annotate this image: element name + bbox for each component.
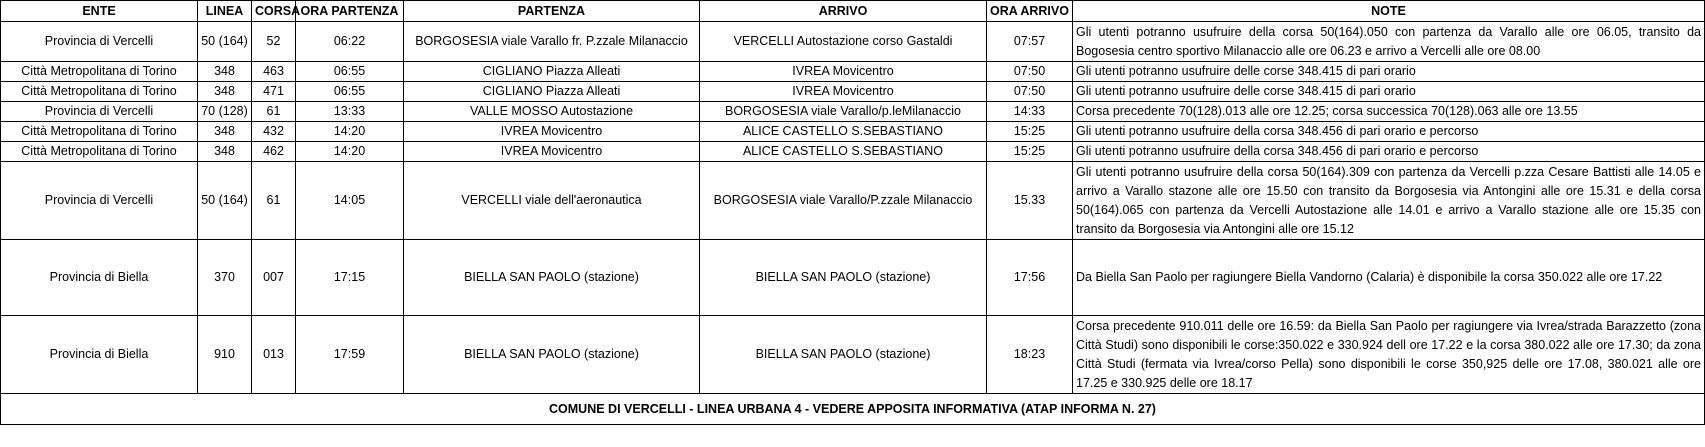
table-row (1, 240, 1705, 316)
partenza-cell: IVREA Movicentro (404, 122, 700, 142)
linea-cell: 50 (164) (198, 22, 252, 62)
linea-cell: 50 (164) (198, 162, 252, 240)
ora-partenza-cell: 06:55 (296, 62, 404, 82)
header-arrivo: ARRIVO (700, 1, 987, 22)
note-cell: Corsa precedente 70(128).013 alle ore 12.25; corsa successica 70(128).063 alle ore 13.55 (1073, 102, 1705, 122)
partenza-cell: BIELLA SAN PAOLO (stazione) (404, 316, 700, 394)
arrivo-cell: ALICE CASTELLO S.SEBASTIANO (700, 142, 987, 162)
arrivo-cell: VERCELLI Autostazione corso Gastaldi (700, 22, 987, 62)
header-partenza: PARTENZA (404, 1, 700, 22)
note-cell: Gli utenti potranno usufruire delle corse 348.415 di pari orario (1073, 82, 1705, 102)
table-row (1, 102, 1705, 122)
corsa-cell: 61 (252, 162, 296, 240)
partenza-cell: BORGOSESIA viale Varallo fr. P.zzale Milanaccio (404, 22, 700, 62)
note-cell: Gli utenti potranno usufruire della corsa 50(164).309 con partenza da Vercelli p.zza Cesare Battisti alle 14.05 e arrivo a Varallo stazone alle ore 15.50 con transito da Borgosesia via Antongini alle ore 15.31 e della corsa 50(164).065 con partenza da Vercelli Autostazione alle 14.01 e arrivo a Varallo stazione alle ore 15.35 con transito da Borgosesia via Antongini alle ore 15.12 (1073, 162, 1705, 240)
partenza-cell: CIGLIANO Piazza Alleati (404, 82, 700, 102)
partenza-cell: BIELLA SAN PAOLO (stazione) (404, 240, 700, 316)
arrivo-cell: BIELLA SAN PAOLO (stazione) (700, 240, 987, 316)
ente-cell: Città Metropolitana di Torino (1, 62, 198, 82)
header-row (1, 1, 1705, 22)
linea-cell: 348 (198, 122, 252, 142)
table-row (1, 316, 1705, 394)
arrivo-cell: ALICE CASTELLO S.SEBASTIANO (700, 122, 987, 142)
note-cell: Gli utenti potranno usufruire della corsa 50(164).050 con partenza da Varallo alle ore 06.05, transito da Bogosesia centro sportivo Milanaccio alle ore 06.23 e arrivo a Vercelli alle ore 08.00 (1073, 22, 1705, 62)
linea-cell: 348 (198, 62, 252, 82)
ora-arrivo-cell: 15:25 (987, 142, 1073, 162)
table-row (1, 82, 1705, 102)
table-row (1, 142, 1705, 162)
ora-arrivo-cell: 14:33 (987, 102, 1073, 122)
partenza-cell: CIGLIANO Piazza Alleati (404, 62, 700, 82)
header-ora-arrivo: ORA ARRIVO (987, 1, 1073, 22)
note-cell: Corsa precedente 910.011 delle ore 16.59: da Biella San Paolo per ragiungere via Ivrea/strada Barazzetto (zona Città Studi) sono disponibili le corse:350.022 e 330.924 dell ore 17.22 e la corsa 380.022 alle ore 17.30; da zona Città Studi (fermata via Ivrea/corso Pella) sono disponibili le corse 350,925 delle ore 17.08, 380.021 alle ore 17.25 e 330.925 delle ore 18.17 (1073, 316, 1705, 394)
footer-row (1, 394, 1705, 425)
ente-cell: Città Metropolitana di Torino (1, 122, 198, 142)
arrivo-cell: BORGOSESIA viale Varallo/P.zzale Milanaccio (700, 162, 987, 240)
ora-arrivo-cell: 07:50 (987, 62, 1073, 82)
ora-partenza-cell: 06:55 (296, 82, 404, 102)
table-row (1, 62, 1705, 82)
header-linea: LINEA (198, 1, 252, 22)
ora-partenza-cell: 17:59 (296, 316, 404, 394)
ora-partenza-cell: 14:20 (296, 142, 404, 162)
corsa-cell: 52 (252, 22, 296, 62)
ora-partenza-cell: 13:33 (296, 102, 404, 122)
linea-cell: 348 (198, 82, 252, 102)
note-cell: Gli utenti potranno usufruire delle corse 348.415 di pari orario (1073, 62, 1705, 82)
header-ente: ENTE (1, 1, 198, 22)
arrivo-cell: BORGOSESIA viale Varallo/p.leMilanaccio (700, 102, 987, 122)
ente-cell: Provincia di Vercelli (1, 162, 198, 240)
corsa-cell: 432 (252, 122, 296, 142)
ora-arrivo-cell: 17:56 (987, 240, 1073, 316)
partenza-cell: IVREA Movicentro (404, 142, 700, 162)
partenza-cell: VERCELLI viale dell'aeronautica (404, 162, 700, 240)
ente-cell: Provincia di Biella (1, 240, 198, 316)
ente-cell: Città Metropolitana di Torino (1, 82, 198, 102)
table-row (1, 162, 1705, 240)
table-row (1, 122, 1705, 142)
corsa-cell: 471 (252, 82, 296, 102)
arrivo-cell: IVREA Movicentro (700, 62, 987, 82)
ora-arrivo-cell: 15:25 (987, 122, 1073, 142)
ora-partenza-cell: 14:05 (296, 162, 404, 240)
ente-cell: Provincia di Vercelli (1, 102, 198, 122)
corsa-cell: 007 (252, 240, 296, 316)
header-ora-partenza: ORA PARTENZA (296, 1, 404, 22)
arrivo-cell: IVREA Movicentro (700, 82, 987, 102)
ora-partenza-cell: 17:15 (296, 240, 404, 316)
note-cell: Gli utenti potranno usufruire della corsa 348.456 di pari orario e percorso (1073, 142, 1705, 162)
ente-cell: Provincia di Biella (1, 316, 198, 394)
arrivo-cell: BIELLA SAN PAOLO (stazione) (700, 316, 987, 394)
ora-arrivo-cell: 07:57 (987, 22, 1073, 62)
note-cell: Da Biella San Paolo per ragiungere Biella Vandorno (Calaria) è disponibile la corsa 350.022 alle ore 17.22 (1073, 240, 1705, 316)
ora-arrivo-cell: 07:50 (987, 82, 1073, 102)
ente-cell: Provincia di Vercelli (1, 22, 198, 62)
linea-cell: 910 (198, 316, 252, 394)
ora-partenza-cell: 06:22 (296, 22, 404, 62)
corsa-cell: 013 (252, 316, 296, 394)
linea-cell: 348 (198, 142, 252, 162)
corsa-cell: 61 (252, 102, 296, 122)
ora-partenza-cell: 14:20 (296, 122, 404, 142)
ora-arrivo-cell: 18:23 (987, 316, 1073, 394)
ora-arrivo-cell: 15.33 (987, 162, 1073, 240)
table-row (1, 22, 1705, 62)
corsa-cell: 463 (252, 62, 296, 82)
ente-cell: Città Metropolitana di Torino (1, 142, 198, 162)
corsa-cell: 462 (252, 142, 296, 162)
header-note: NOTE (1073, 1, 1705, 22)
partenza-cell: VALLE MOSSO Autostazione (404, 102, 700, 122)
footer-note: COMUNE DI VERCELLI - LINEA URBANA 4 - VEDERE APPOSITA INFORMATIVA (ATAP INFORMA N. 27) (1, 394, 1705, 425)
note-cell: Gli utenti potranno usufruire della corsa 348.456 di pari orario e percorso (1073, 122, 1705, 142)
linea-cell: 370 (198, 240, 252, 316)
header-corsa: CORSA (252, 1, 296, 22)
linea-cell: 70 (128) (198, 102, 252, 122)
